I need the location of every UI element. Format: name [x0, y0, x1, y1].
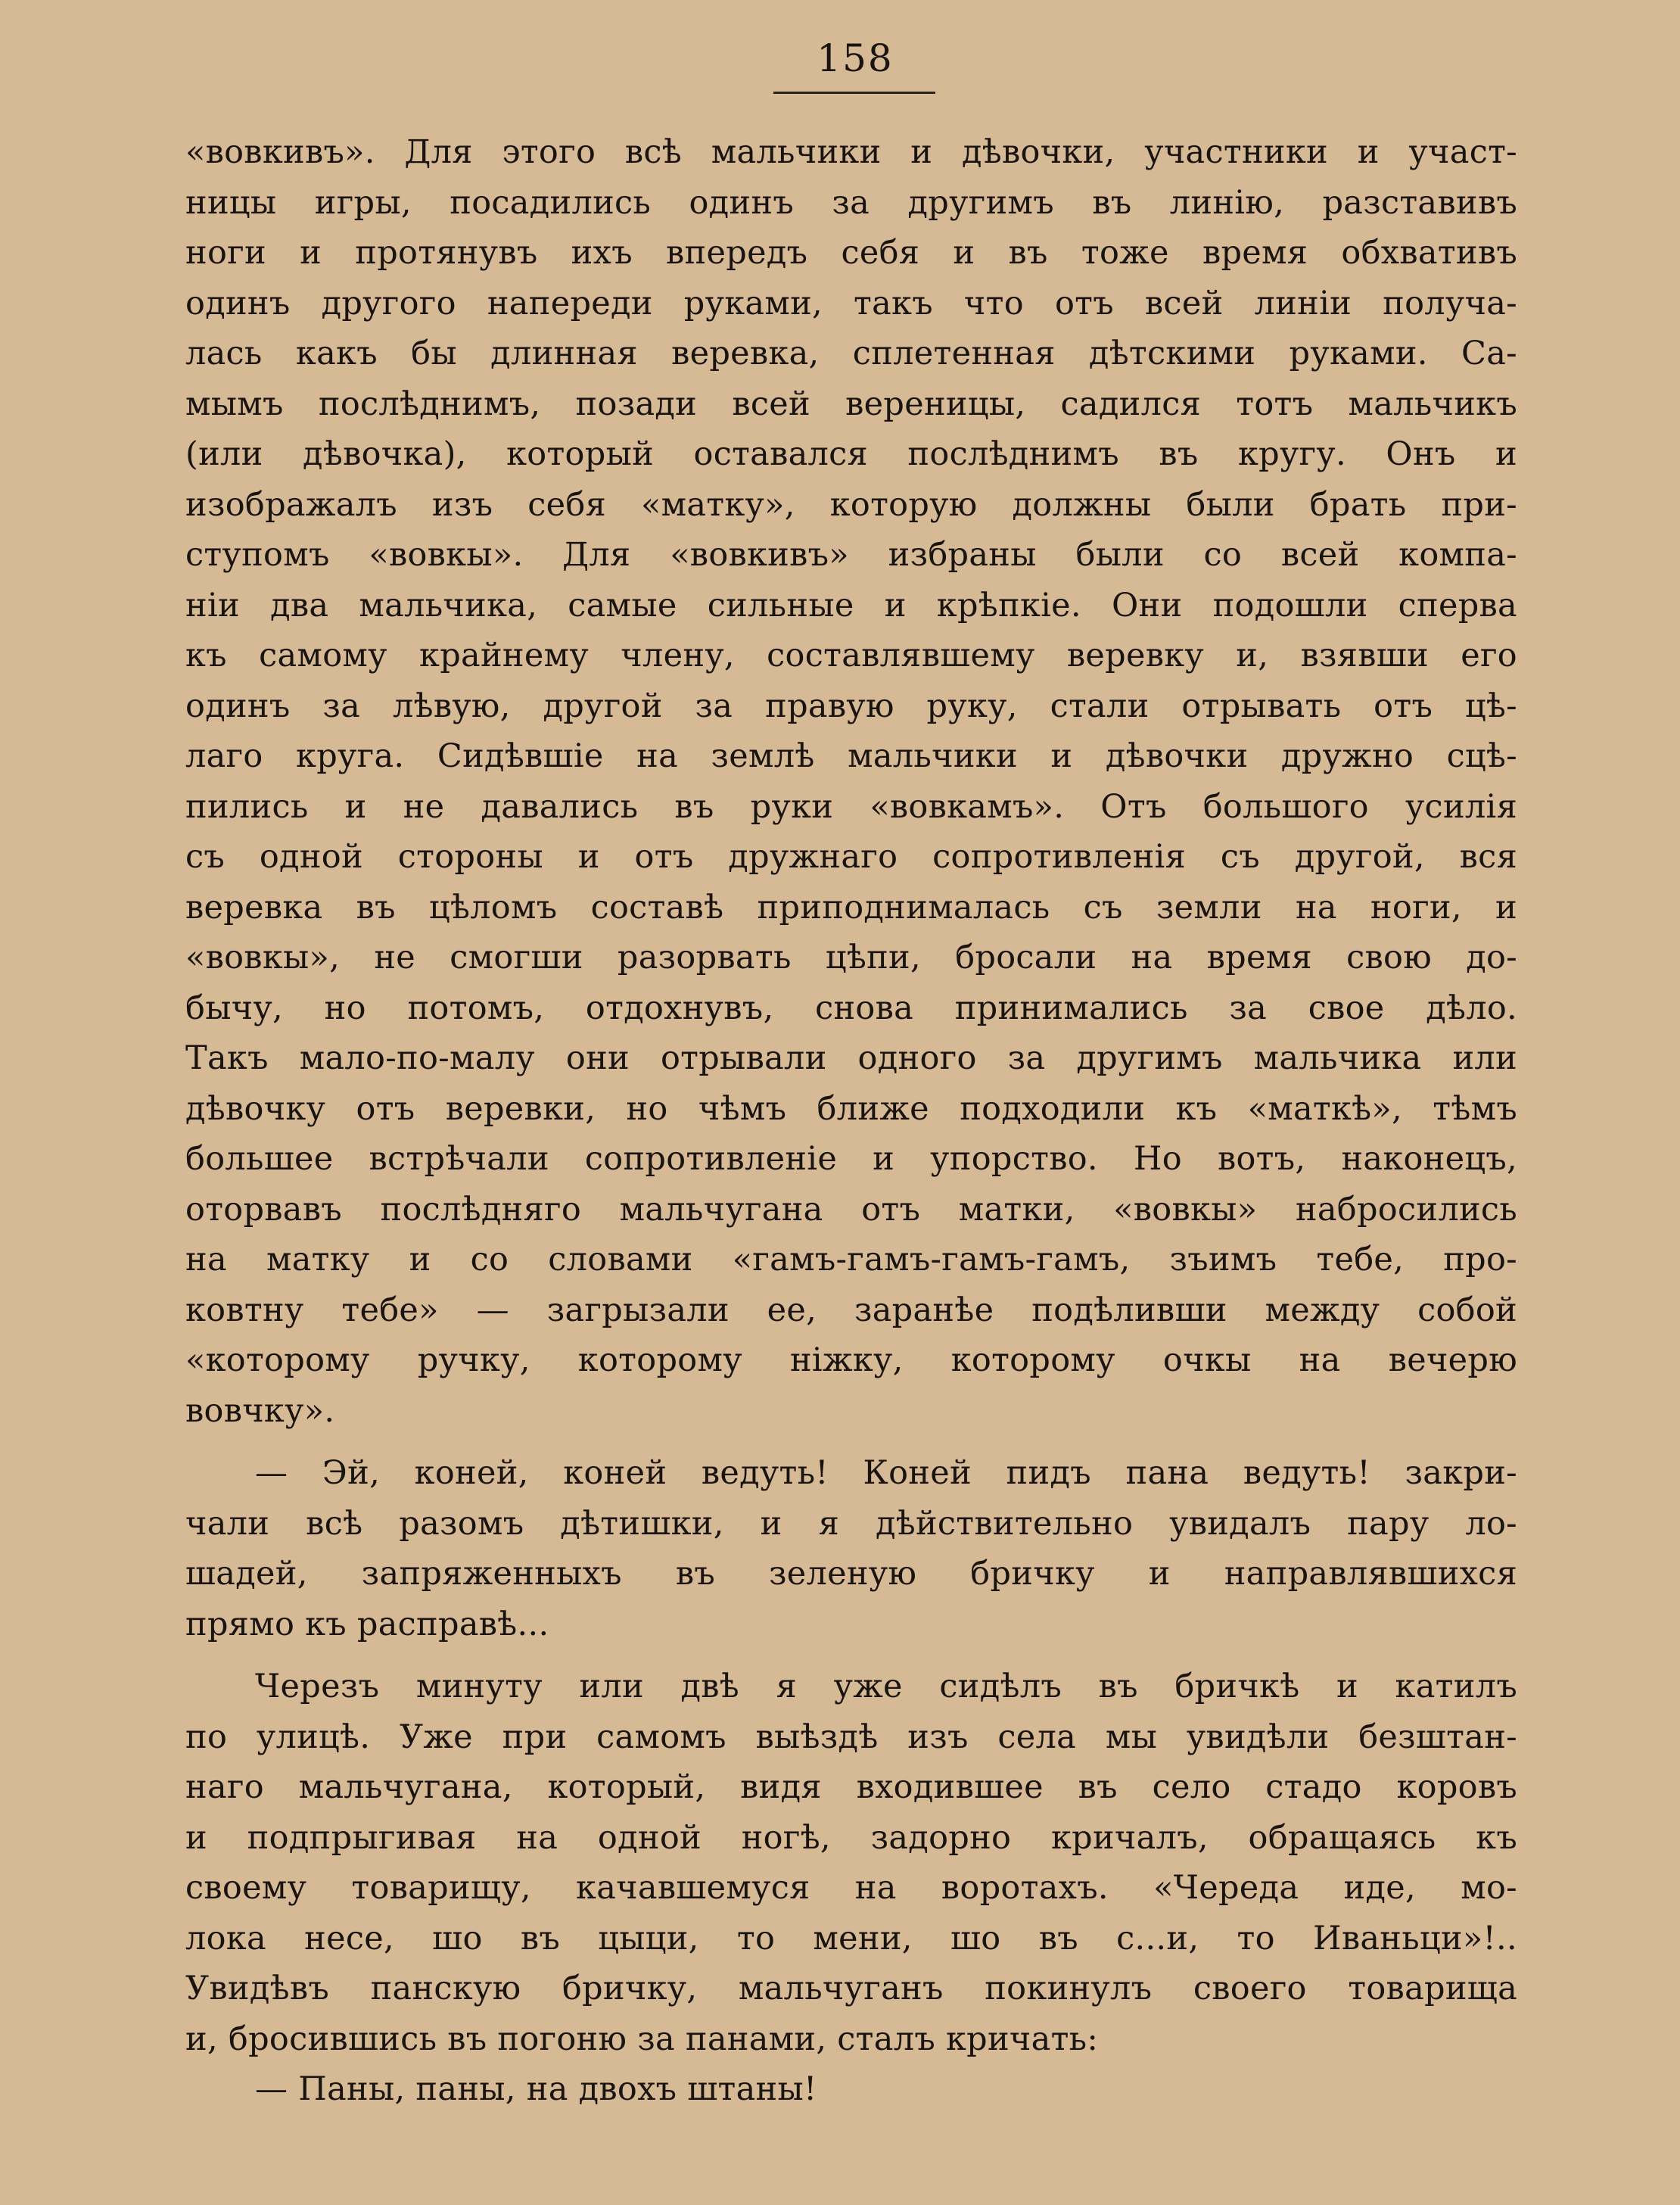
page-number: 158	[817, 36, 894, 80]
text-line: одинъ за лѣвую, другой за правую руку, стали отрывать отъ цѣ-	[185, 687, 1517, 725]
text-line: Черезъ минуту или двѣ я уже сидѣлъ въ бричкѣ и катилъ	[255, 1668, 1517, 1705]
paragraph-4	[185, 2064, 1517, 2115]
text-line: большее встрѣчали сопротивленіе и упорство. Но вотъ, наконецъ,	[185, 1140, 1517, 1178]
page-number-underline	[773, 92, 935, 94]
paragraph-3	[185, 1662, 1517, 2064]
body-text	[185, 127, 1517, 2115]
paragraph-1	[185, 127, 1517, 1436]
paragraph-spacer	[185, 1436, 1517, 1448]
text-line: съ одной стороны и отъ дружнаго сопротивленія съ другой, вся	[185, 838, 1517, 876]
text-line: дѣвочку отъ веревки, но чѣмъ ближе подходили къ «маткѣ», тѣмъ	[185, 1089, 1517, 1128]
paragraph-spacer	[185, 1649, 1517, 1662]
text-line: лаго круга. Сидѣвшіе на землѣ мальчики и дѣвочки дружно сцѣ-	[185, 737, 1517, 775]
text-line: одинъ другого напереди руками, такъ что отъ всей линіи получа-	[185, 284, 1517, 322]
paragraph-2	[185, 1448, 1517, 1649]
text-line: ковтну тебе» — загрызали ее, заранѣе подѣливши между собой	[185, 1291, 1517, 1329]
text-line: и подпрыгивая на одной ногѣ, задорно кричалъ, обращаясь къ	[185, 1818, 1517, 1857]
text-line: изображалъ изъ себя «матку», которую должны были брать при-	[185, 485, 1517, 524]
text-line: ніи два мальчика, самые сильные и крѣпкіе. Они подошли сперва	[185, 586, 1517, 624]
text-line: и, бросившись въ погоню за панами, сталъ кричать:	[185, 2020, 1099, 2058]
text-line: пились и не давались въ руки «вовкамъ». Отъ большого усилія	[185, 787, 1517, 826]
text-line: къ самому крайнему члену, составлявшему веревку и, взявши его	[185, 637, 1517, 674]
text-line: прямо къ расправѣ...	[185, 1605, 549, 1643]
text-line: чали всѣ разомъ дѣтишки, и я дѣйствительно увидалъ пару ло-	[185, 1504, 1517, 1543]
text-line: на матку и со словами «гамъ-гамъ-гамъ-гамъ, зъимъ тебе, про-	[185, 1241, 1517, 1278]
text-line: наго мальчугана, который, видя входившее въ село стадо коровъ	[185, 1768, 1517, 1806]
text-line: мымъ послѣднимъ, позади всей вереницы, садился тотъ мальчикъ	[185, 385, 1517, 423]
text-line: вовчку».	[185, 1391, 335, 1430]
text-line: Увидѣвъ панскую бричку, мальчуганъ покинулъ своего товарища	[185, 1970, 1517, 2007]
text-line: ницы игры, посадились одинъ за другимъ въ линію, разставивъ	[185, 183, 1517, 222]
text-line: (или дѣвочка), который оставался послѣднимъ въ кругу. Онъ и	[185, 435, 1517, 473]
text-line: веревка въ цѣломъ составѣ приподнималась съ земли на ноги, и	[185, 888, 1517, 927]
text-line: «вовкы», не смогши разорвать цѣпи, бросали на время свою до-	[185, 939, 1517, 976]
text-line: — Паны, паны, на двохъ штаны!	[255, 2070, 817, 2108]
text-line: — Эй, коней, коней ведуть! Коней пидъ пана ведуть! закри-	[255, 1454, 1517, 1492]
text-line: ноги и протянувъ ихъ впередъ себя и въ тоже время обхвативъ	[185, 234, 1517, 272]
text-line: лась какъ бы длинная веревка, сплетенная дѣтскими руками. Са-	[185, 335, 1517, 372]
text-line: Такъ мало-по-малу они отрывали одного за другимъ мальчика или	[185, 1039, 1517, 1077]
text-line: ступомъ «вовкы». Для «вовкивъ» избраны были со всей компа-	[185, 536, 1517, 574]
text-line: «которому ручку, которому ніжку, которому очкы на вечерю	[185, 1341, 1517, 1379]
text-line: бычу, но потомъ, отдохнувъ, снова принимались за свое дѣло.	[185, 989, 1517, 1027]
text-line: «вовкивъ». Для этого всѣ мальчики и дѣвочки, участники и участ-	[185, 133, 1517, 171]
text-line: своему товарищу, качавшемуся на воротахъ. «Череда иде, мо-	[185, 1869, 1517, 1907]
text-line: оторвавъ послѣдняго мальчугана отъ матки, «вовкы» набросились	[185, 1190, 1517, 1229]
text-line: по улицѣ. Уже при самомъ выѣздѣ изъ села мы увидѣли безштан-	[185, 1718, 1517, 1756]
text-line: лока несе, шо въ цыци, то мени, шо въ с...и, то Иваньци»!..	[185, 1919, 1517, 1957]
text-line: шадей, запряженныхъ въ зеленую бричку и направлявшихся	[185, 1555, 1517, 1593]
